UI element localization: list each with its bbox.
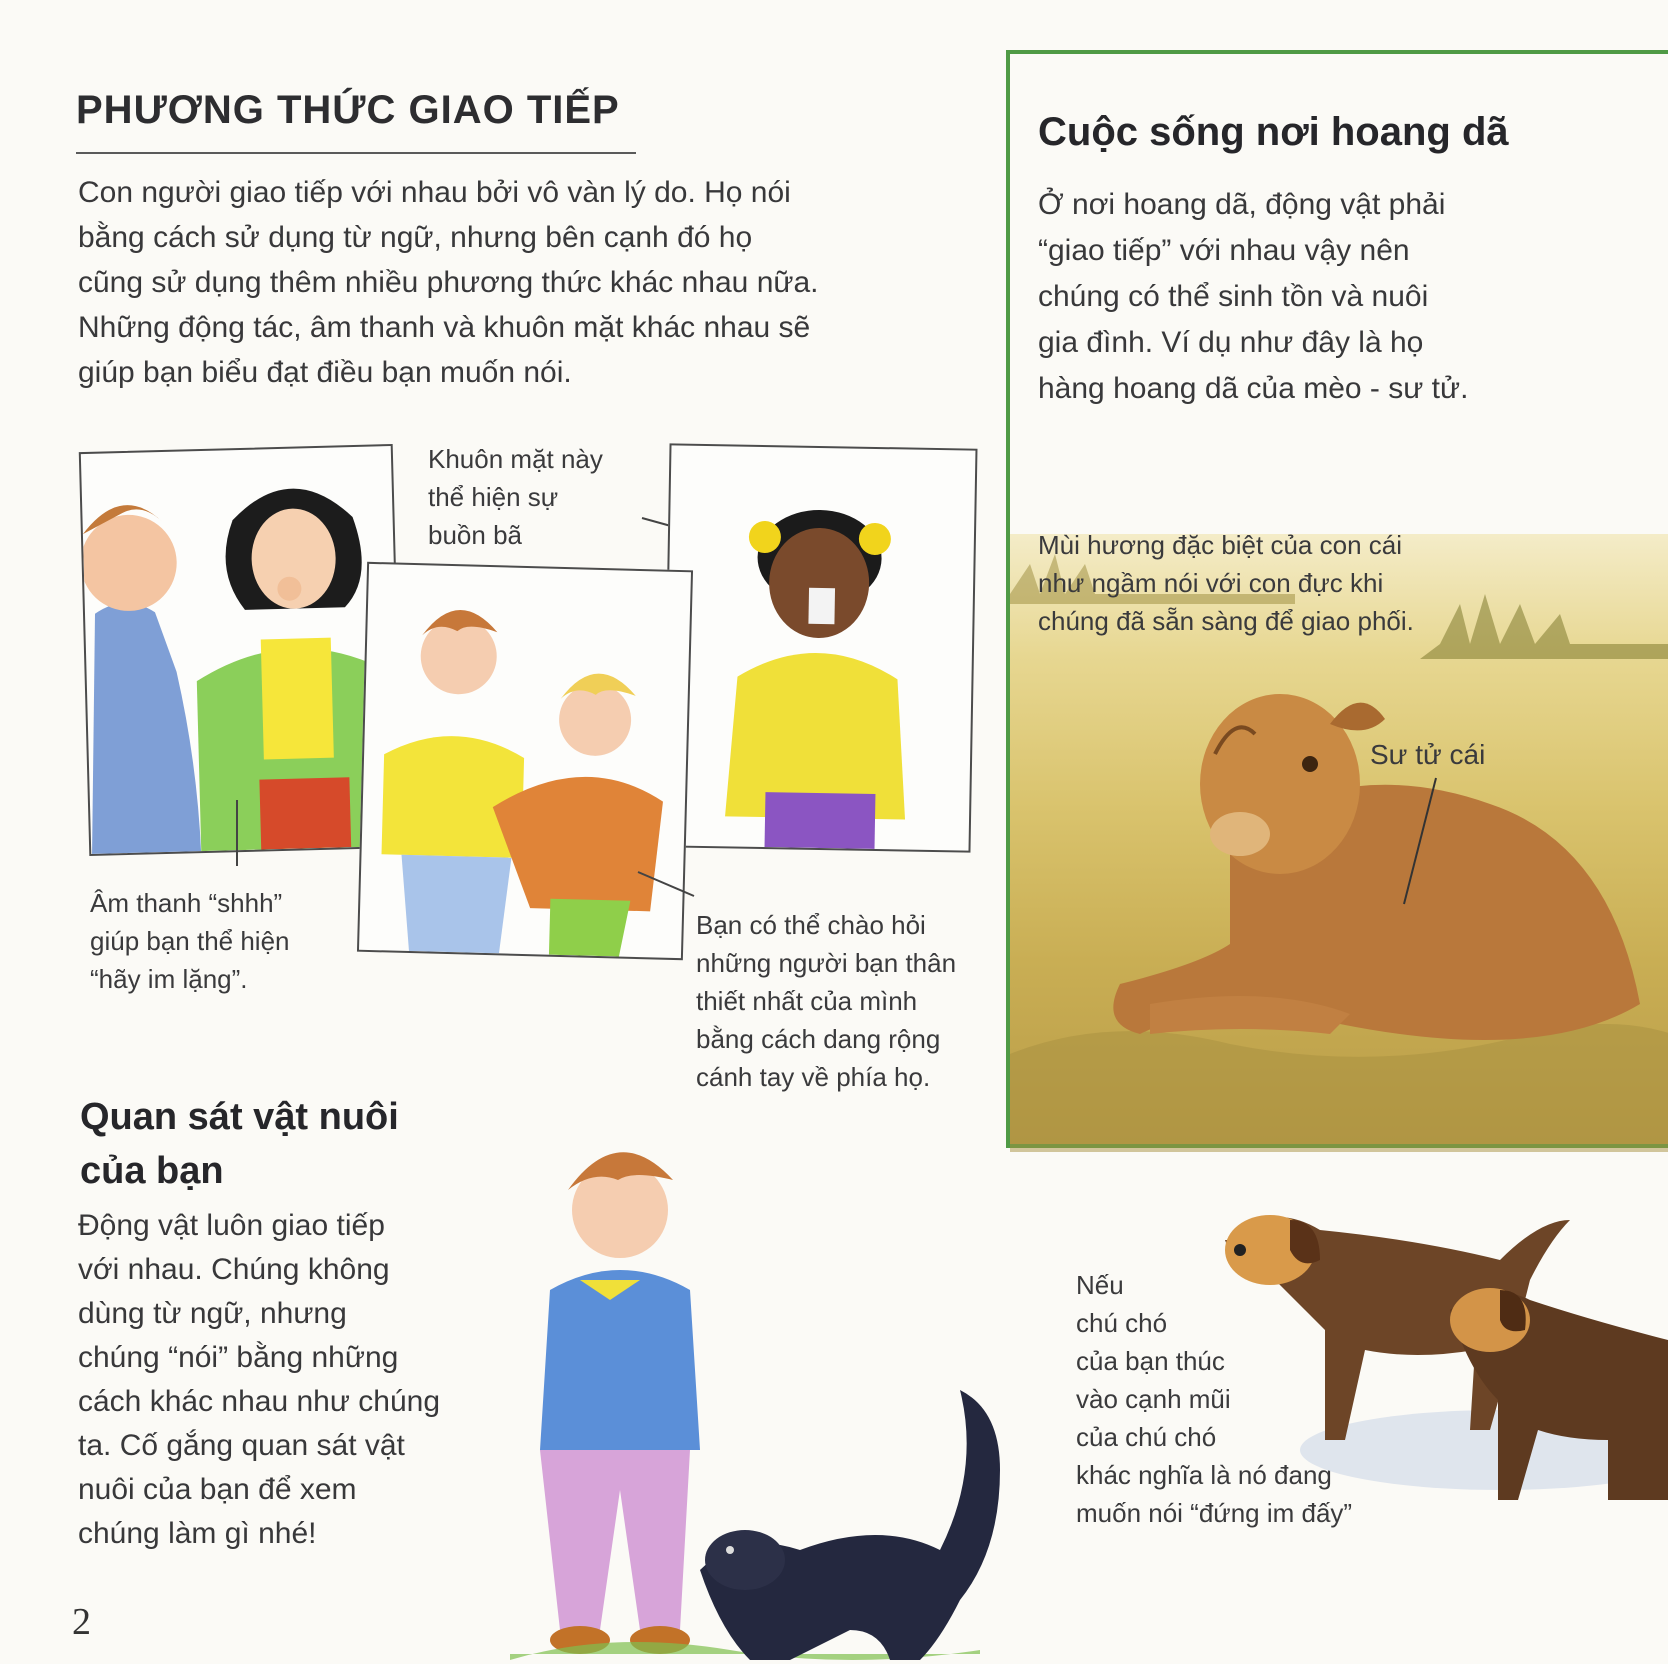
section-title-communication: PHƯƠNG THỨC GIAO TIẾP — [76, 88, 620, 132]
pets-body: Động vật luôn giao tiếp với nhau. Chúng không dùng từ ngữ, nhưng chúng “nói” bằng những cách khác nhau như chúng ta. Cố gắng quan sát vật nuôi của bạn để xem chúng làm gì nhé! — [78, 1209, 441, 1550]
illustration-panel-shhh — [79, 444, 403, 856]
caption-dogs: Nếu chú chó của bạn thúc vào cạnh mũi của chú chó khác nghĩa là nó đang muốn nói “đứng im đấy” — [1076, 1270, 1353, 1528]
caption-shhh: Âm thanh “shhh” giúp bạn thể hiện “hãy im lặng”. — [90, 888, 290, 994]
caption-scent: Mùi hương đặc biệt của con cái như ngầm nói với con đực khi chúng đã sẵn sàng để giao phối. — [1038, 530, 1414, 636]
shhh-pointer-line — [236, 800, 238, 866]
two-dogs-illustration — [1200, 1200, 1668, 1520]
section-title-wild-life: Cuộc sống nơi hoang dã — [1038, 110, 1509, 154]
shhh-illustration — [81, 446, 401, 854]
wild-life-body: Ở nơi hoang dã, động vật phải “giao tiếp” với nhau vậy nên chúng có thể sinh tồn và nuôi gia đình. Ví dụ như đây là họ hàng hoang dã của mèo - sư tử. — [1038, 188, 1469, 405]
illustration-panel-sad — [662, 443, 977, 852]
greeting-pointer-line — [636, 870, 696, 900]
page-number: 2 — [72, 1601, 91, 1643]
communication-body: Con người giao tiếp với nhau bởi vô vàn lý do. Họ nói bằng cách sử dụng từ ngữ, nhưng bên cạnh đó họ cũng sử dụng thêm nhiều phương thức khác nhau nữa. Những động tác, âm thanh và khuôn mặt khác nhau sẽ giúp bạn biểu đạt điều bạn muốn nói. — [78, 176, 819, 389]
sad-girl-illustration — [665, 445, 976, 850]
section-title-pets: Quan sát vật nuôi của bạn — [80, 1096, 399, 1192]
boy-and-dog-illustration — [500, 1120, 1060, 1664]
lion-pointer-line — [1400, 776, 1440, 906]
illustration-panel-greeting — [357, 562, 693, 960]
caption-sad-face: Khuôn mặt này thể hiện sự buồn bã — [428, 444, 603, 550]
title-underline — [76, 152, 636, 154]
caption-greeting: Bạn có thể chào hỏi những người bạn thân thiết nhất của mình bằng cách dang rộng cánh tay về phía họ. — [696, 910, 957, 1092]
lion-label: Sư tử cái — [1370, 739, 1486, 770]
